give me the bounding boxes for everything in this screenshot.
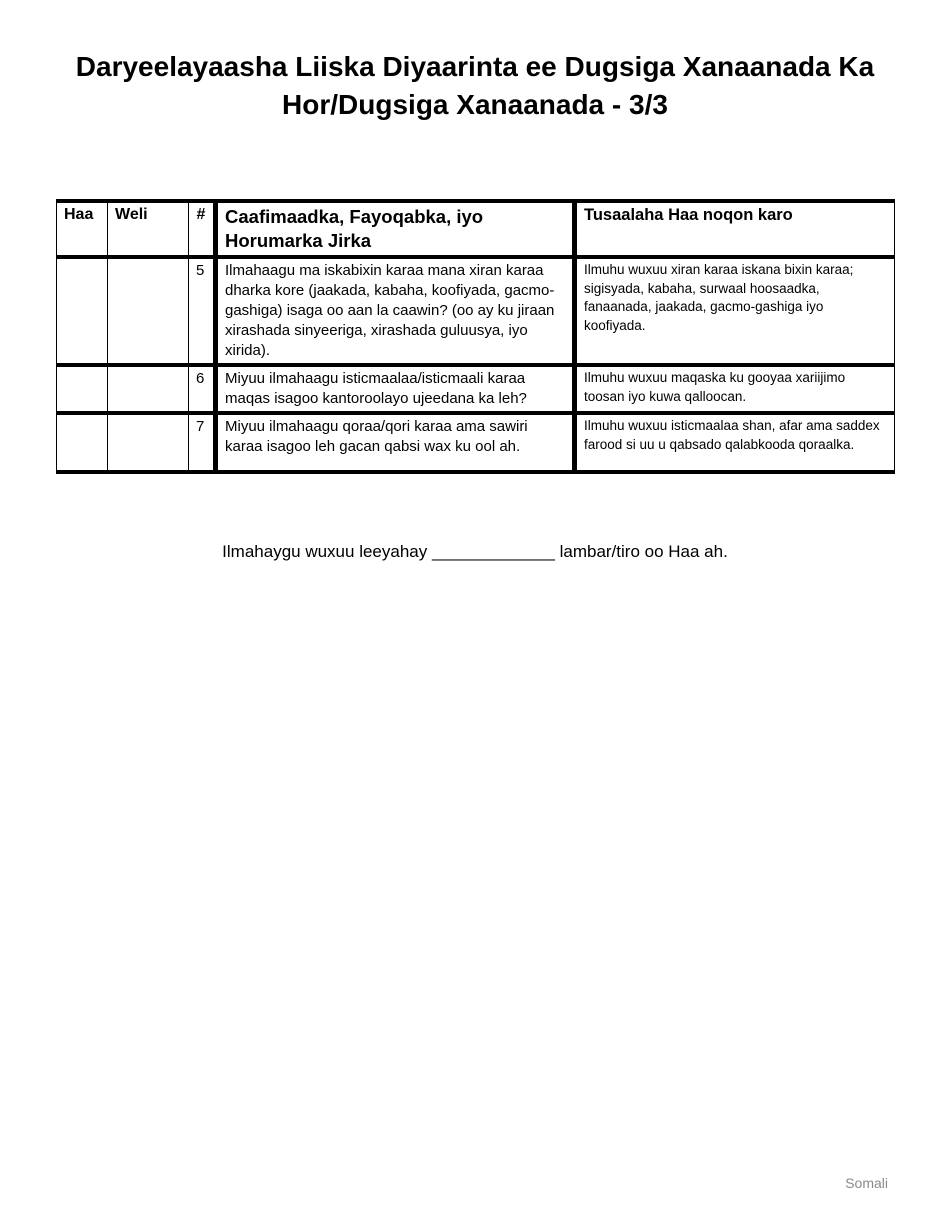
page-title-line-1: Daryeelayaasha Liiska Diyaarinta ee Dugsiga Xanaanada Ka	[75, 51, 875, 82]
row-number: 7	[189, 413, 216, 472]
not-yet-checkbox-cell[interactable]	[108, 413, 189, 472]
row-question: Miyuu ilmahaagu isticmaalaa/isticmaali karaa maqas isagoo kantoroolayo ujeedana ka leh?	[216, 365, 575, 413]
table-row	[57, 257, 895, 365]
readiness-checklist-table	[56, 199, 895, 474]
header-example: Tusaalaha Haa noqon karo	[575, 201, 895, 257]
header-yes: Haa	[57, 201, 108, 257]
not-yet-checkbox-cell[interactable]	[108, 257, 189, 365]
row-number: 6	[189, 365, 216, 413]
row-number: 5	[189, 257, 216, 365]
header-question: Caafimaadka, Fayoqabka, iyo Horumarka Jirka	[216, 201, 575, 257]
row-example: Ilmuhu wuxuu xiran karaa iskana bixin karaa; sigisyada, kabaha, surwaal hoosaadka, fanaanada, jaakada, gacmo-gashiga iyo koofiyada.	[575, 257, 895, 365]
row-question: Ilmahaagu ma iskabixin karaa mana xiran karaa dharka kore (jaakada, kabaha, koofiyada, gacmo-gashiga) isaga oo aan la caawin? (oo ay ku jiraan xirashada sinyeeriga, xirashada guluusya, iyo xirida).	[216, 257, 575, 365]
not-yet-checkbox-cell[interactable]	[108, 365, 189, 413]
footer-language: Somali	[845, 1175, 888, 1191]
yes-checkbox-cell[interactable]	[57, 413, 108, 472]
page-title-line-2: Hor/Dugsiga Xanaanada - 3/3	[282, 89, 668, 120]
yes-checkbox-cell[interactable]	[57, 365, 108, 413]
table-header-row	[57, 201, 895, 257]
yes-checkbox-cell[interactable]	[57, 257, 108, 365]
row-question: Miyuu ilmahaagu qoraa/qori karaa ama sawiri karaa isagoo leh gacan qabsi wax ku ool ah.	[216, 413, 575, 472]
row-example: Ilmuhu wuxuu isticmaalaa shan, afar ama saddex farood si uu u qabsado qalabkooda qoraalka.	[575, 413, 895, 472]
header-number: #	[189, 201, 216, 257]
table-row	[57, 365, 895, 413]
header-not-yet: Weli	[108, 201, 189, 257]
table-row	[57, 413, 895, 472]
yes-count-line: Ilmahaygu wuxuu leeyahay _____________ lambar/tiro oo Haa ah.	[222, 542, 728, 561]
page-title	[40, 48, 910, 124]
row-example: Ilmuhu wuxuu maqaska ku gooyaa xariijimo toosan iyo kuwa qalloocan.	[575, 365, 895, 413]
